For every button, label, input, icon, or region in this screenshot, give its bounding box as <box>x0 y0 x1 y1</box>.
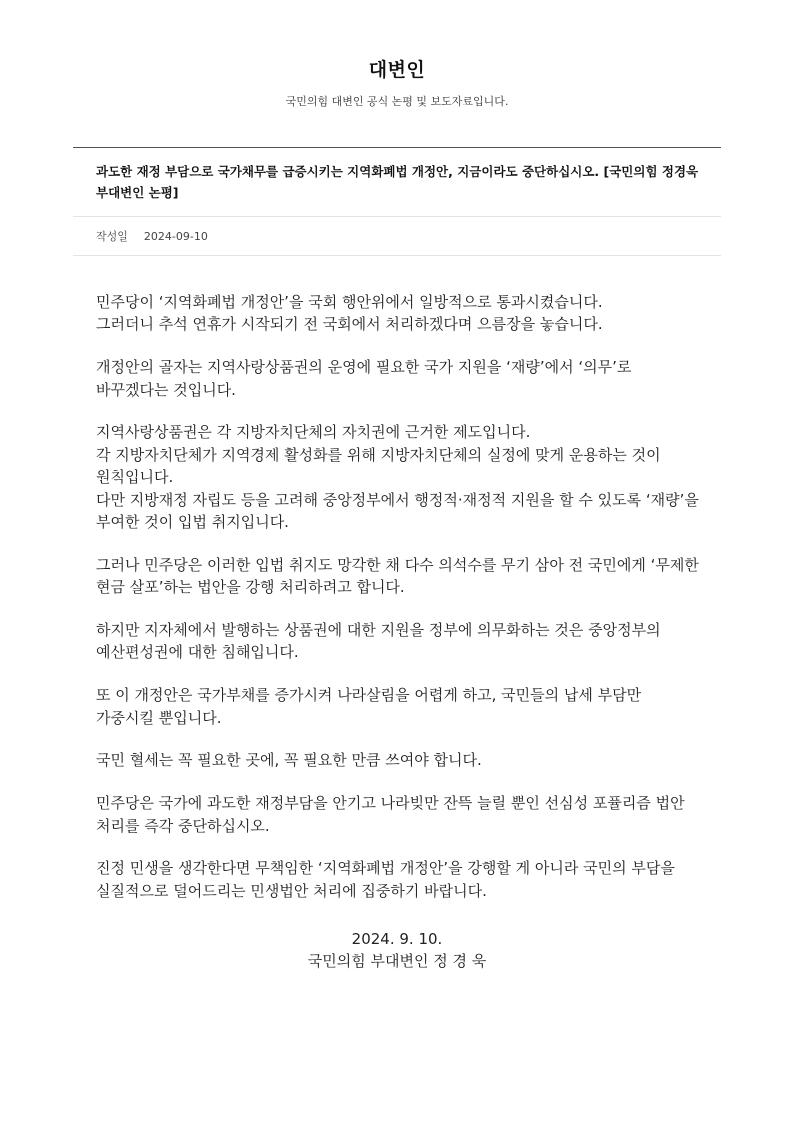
article-closing <box>0 928 794 972</box>
body-paragraph: 지역사랑상품권은 각 지방자치단체의 자치권에 근거한 제도입니다. 각 지방자치단체가 지역경제 활성화를 위해 지방자치단체의 실정에 맞게 운용하는 것이 원칙입니다. 다만 지방재정 자립도 등을 고려해 중앙정부에서 행정적·재정적 지원을 할 수 있도록 ‘재량’을 부여한 것이 입법 취지입니다. <box>96 423 699 532</box>
closing-date: 2024. 9. 10. <box>351 930 443 948</box>
body-paragraph: 민주당이 ‘지역화폐법 개정안’을 국회 행안위에서 일방적으로 통과시켰습니다. 그러더니 추석 연휴가 시작되기 전 국회에서 처리하겠다며 으름장을 놓습니다. <box>96 293 603 334</box>
article-body <box>96 291 702 923</box>
meta-divider <box>73 255 721 256</box>
article-meta <box>96 228 208 244</box>
header-divider <box>73 147 721 148</box>
body-paragraph: 진정 민생을 생각한다면 무책임한 ‘지역화폐법 개정안’을 강행할 게 아니라 국민의 부담을 실질적으로 덜어드리는 민생법안 처리에 집중하기 바랍니다. <box>96 859 675 900</box>
site-subtitle: 국민의힘 대변인 공식 논평 및 보도자료입니다. <box>285 95 509 108</box>
body-paragraph: 개정안의 골자는 지역사랑상품권의 운영에 필요한 국가 지원을 ‘재량’에서 ‘의무’로 바꾸겠다는 것입니다. <box>96 358 632 399</box>
title-divider <box>73 216 721 217</box>
body-paragraph: 민주당은 국가에 과도한 재정부담을 안기고 나라빚만 잔뜩 늘릴 뿐인 선심성 포퓰리즘 법안 처리를 즉각 중단하십시오. <box>96 794 685 835</box>
body-paragraph: 국민 혈세는 꼭 필요한 곳에, 꼭 필요한 만큼 쓰여야 합니다. <box>96 751 482 770</box>
body-paragraph: 그러나 민주당은 이러한 입법 취지도 망각한 채 다수 의석수를 무기 삼아 전 국민에게 ‘무제한 현금 살포’하는 법안을 강행 처리하려고 합니다. <box>96 555 699 597</box>
closing-signature: 국민의힘 부대변인 정 경 욱 <box>307 952 487 970</box>
article-title: 과도한 재정 부담으로 국가채무를 급증시키는 지역화폐법 개정안, 지금이라도 중단하십시오. [국민의힘 정경욱 부대변인 논평] <box>96 164 699 200</box>
body-paragraph: 또 이 개정안은 국가부채를 증가시켜 나라살림을 어렵게 하고, 국민들의 납세 부담만 가중시킬 뿐입니다. <box>96 686 642 727</box>
body-paragraph: 하지만 지자체에서 발행하는 상품권에 대한 지원을 정부에 의무화하는 것은 중앙정부의 예산편성권에 대한 침해입니다. <box>96 621 661 662</box>
date-label: 작성일 <box>96 230 128 243</box>
site-title: 대변인 <box>368 59 426 81</box>
post-date: 2024-09-10 <box>143 230 208 243</box>
